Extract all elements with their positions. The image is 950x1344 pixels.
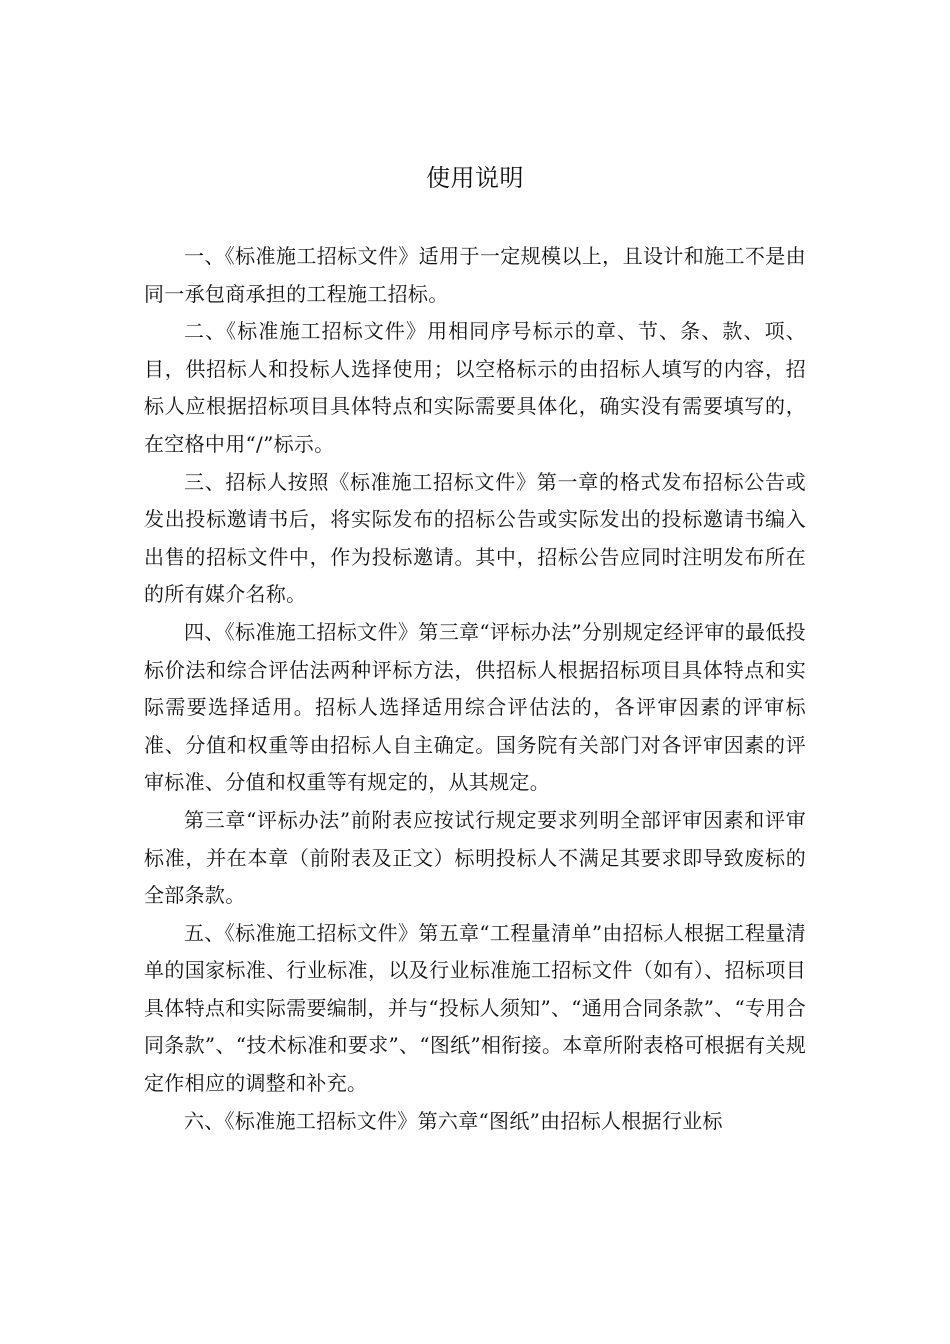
document-body: [144, 238, 806, 1140]
paragraph-6: 六、《标准施工招标文件》第六章“图纸”由招标人根据行业标: [184, 1108, 723, 1133]
paragraph-3: 三、招标人按照《标准施工招标文件》第一章的格式发布招标公告或发出投标邀请书后，将实际发布的招标公告或实际发出的投标邀请书编入出售的招标文件中，作为投标邀请。其中，招标公告应同时注明发布所在的所有媒介名称。: [144, 469, 806, 607]
paragraph-1: 一、《标准施工招标文件》适用于一定规模以上，且设计和施工不是由同一承包商承担的工程施工招标。: [144, 244, 806, 306]
page-title: 使用说明: [426, 164, 524, 192]
paragraph-4: 四、《标准施工招标文件》第三章“评标办法”分别规定经评审的最低投标价法和综合评估法两种评标方法，供招标人根据招标项目具体特点和实际需要选择适用。招标人选择适用综合评估法的，各评审因素的评审标准、分值和权重等由招标人自主确定。国务院有关部门对各评审因素的评审标准、分值和权重等有规定的，从其规定。: [144, 619, 806, 795]
paragraph-5: 五、《标准施工招标文件》第五章“工程量清单”由招标人根据工程量清单的国家标准、行业标准，以及行业标准施工招标文件（如有）、招标项目具体特点和实际需要编制，并与“投标人须知”、“通用合同条款”、“专用合同条款”、“技术标准和要求”、“图纸”相衔接。本章所附表格可根据有关规定作相应的调整和补充。: [144, 920, 806, 1096]
paragraph-2: 二、《标准施工招标文件》用相同序号标示的章、节、条、款、项、目，供招标人和投标人选择使用；以空格标示的由招标人填写的内容，招标人应根据招标项目具体特点和实际需要具体化，确实没有需要填写的，在空格中用“/”标示。: [144, 319, 806, 456]
paragraph-4-supplement: 第三章“评标办法”前附表应按试行规定要求列明全部评审因素和评审标准，并在本章（前附表及正文）标明投标人不满足其要求即导致废标的全部条款。: [144, 807, 806, 908]
